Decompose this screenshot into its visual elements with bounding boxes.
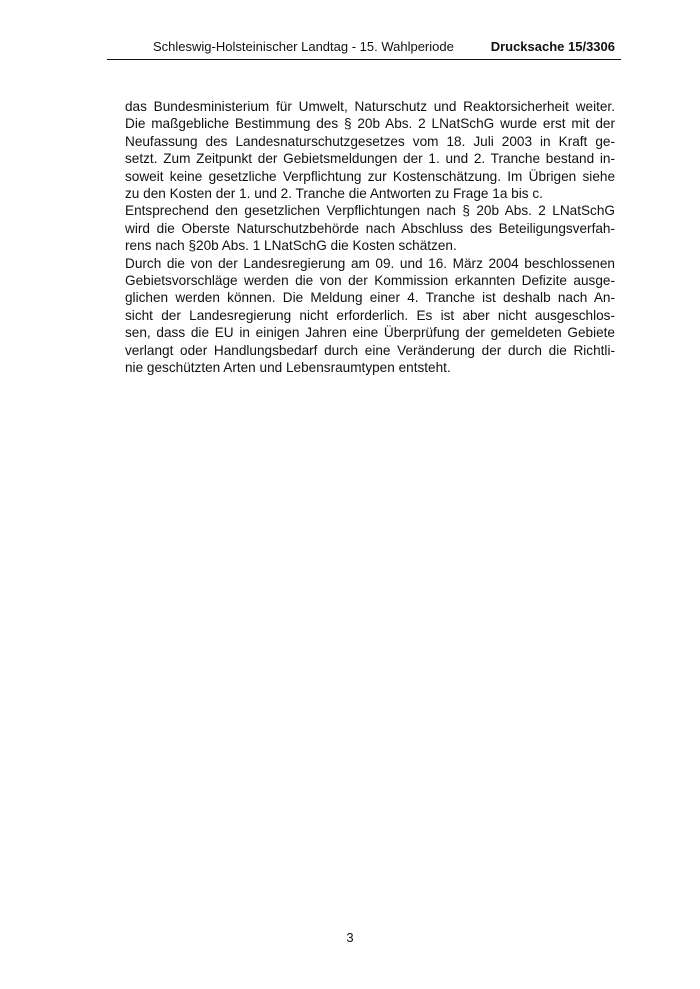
document-number: Drucksache 15/3306 bbox=[490, 39, 615, 54]
text-line: verlangt oder Handlungsbedarf durch eine Veränderung der durch die Richtli- bbox=[125, 342, 615, 358]
text-line: sicht der Landesregierung nicht erforderlich. Es ist aber nicht ausgeschlos- bbox=[125, 307, 615, 323]
text-line: Gebietsvorschläge werden die von der Kommission erkannten Defizite ausge- bbox=[125, 273, 615, 289]
text-line: nie geschützten Arten und Lebensraumtypen entsteht. bbox=[125, 360, 451, 376]
body-text bbox=[125, 98, 615, 377]
text-line: rens nach §20b Abs. 1 LNatSchG die Kosten schätzen. bbox=[125, 238, 457, 254]
text-line: soweit keine gesetzliche Verpflichtung zur Kostenschätzung. Im Übrigen siehe bbox=[125, 168, 615, 184]
text-line: wird die Oberste Naturschutzbehörde nach Abschluss des Beteiligungsverfah- bbox=[125, 220, 615, 236]
page-number: 3 bbox=[346, 930, 354, 945]
page-header bbox=[107, 37, 621, 60]
text-line: glichen werden können. Die Meldung einer 4. Tranche ist deshalb nach An- bbox=[125, 290, 615, 306]
text-line: zu den Kosten der 1. und 2. Tranche die Antworten zu Frage 1a bis c. bbox=[125, 186, 543, 202]
text-line: sen, dass die EU in einigen Jahren eine Überprüfung der gemeldeten Gebiete bbox=[125, 325, 615, 341]
text-line: Durch die von der Landesregierung am 09. und 16. März 2004 beschlossenen bbox=[125, 255, 615, 271]
text-line: das Bundesministerium für Umwelt, Naturschutz und Reaktorsicherheit weiter. bbox=[125, 99, 615, 114]
text-line: Entsprechend den gesetzlichen Verpflichtungen nach § 20b Abs. 2 LNatSchG bbox=[125, 203, 615, 219]
text-line: Die maßgebliche Bestimmung des § 20b Abs. 2 LNatSchG wurde erst mit der bbox=[125, 116, 615, 132]
header-title: Schleswig-Holsteinischer Landtag - 15. Wahlperiode bbox=[153, 39, 454, 54]
text-line: setzt. Zum Zeitpunkt der Gebietsmeldungen der 1. und 2. Tranche bestand in- bbox=[125, 151, 615, 167]
text-line: Neufassung des Landesnaturschutzgesetzes vom 18. Juli 2003 in Kraft ge- bbox=[125, 133, 615, 149]
